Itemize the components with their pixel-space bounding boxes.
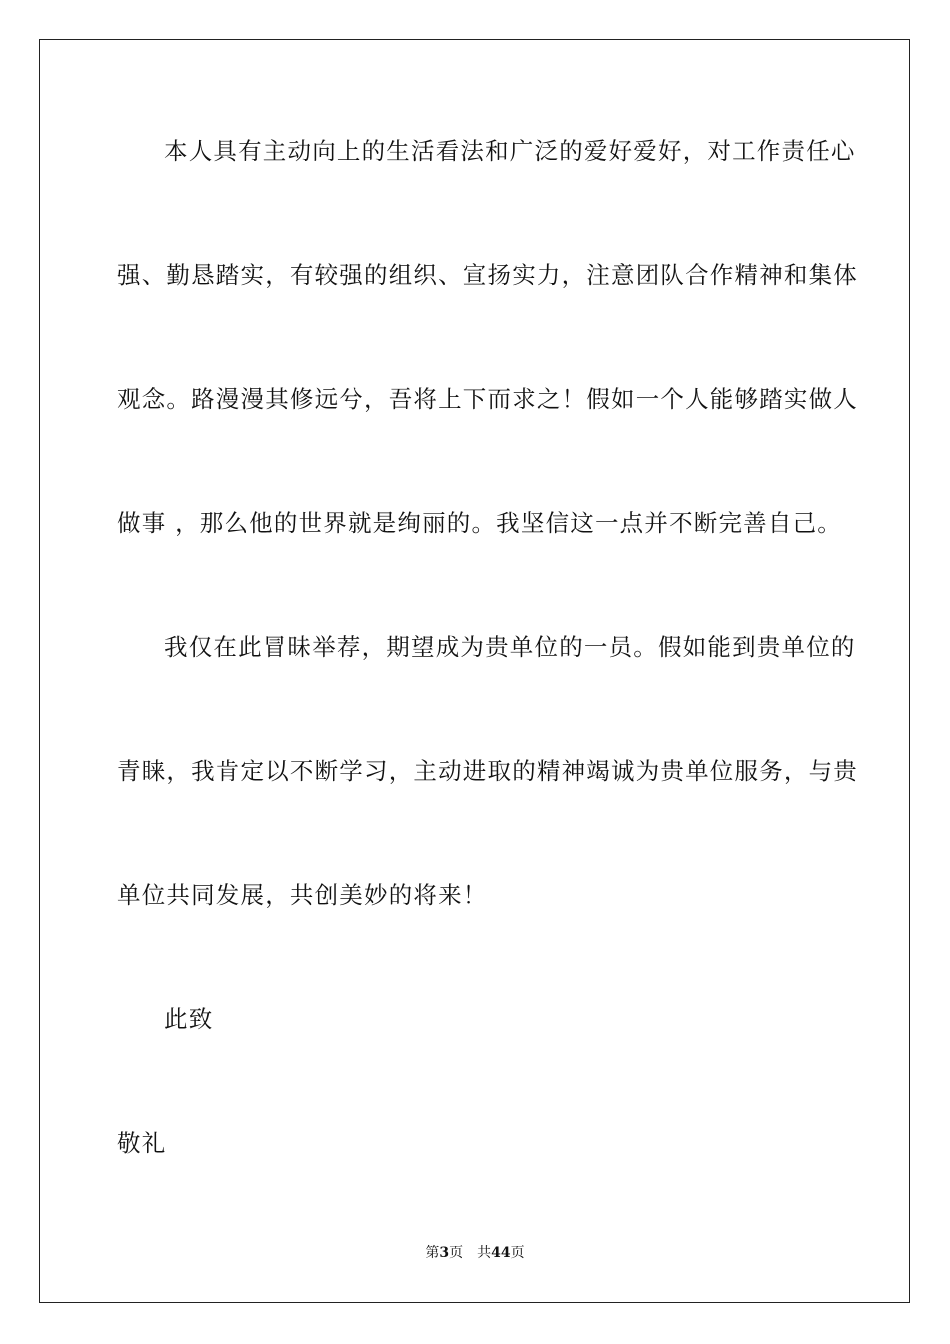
page-footer — [0, 1244, 950, 1262]
total-prefix: 共 — [477, 1245, 492, 1261]
paragraph-line: 做事 ，那么他的世界就是绚丽的。我坚信这一点并不断完善自己。 — [117, 509, 842, 537]
closing-regards: 敬礼 — [117, 1129, 167, 1157]
page-suffix: 页 — [449, 1245, 464, 1261]
total-suffix: 页 — [510, 1245, 525, 1261]
paragraph-line: 本人具有主动向上的生活看法和广泛的爱好爱好，对工作责任心 — [164, 137, 856, 165]
page-border — [39, 39, 910, 1303]
closing-salutation: 此致 — [164, 1005, 214, 1033]
paragraph-line: 强、勤恳踏实，有较强的组织、宣扬实力，注意团队合作精神和集体 — [117, 261, 858, 289]
paragraph-line: 单位共同发展，共创美妙的将来！ — [117, 881, 488, 909]
paragraph-line: 青睐，我肯定以不断学习，主动进取的精神竭诚为贵单位服务，与贵 — [117, 757, 858, 785]
paragraph-line: 观念。路漫漫其修远兮，吾将上下而求之！假如一个人能够踏实做人 — [117, 385, 858, 413]
page-number: 3 — [439, 1245, 450, 1261]
paragraph-line: 我仅在此冒昧举荐，期望成为贵单位的一员。假如能到贵单位的 — [164, 633, 856, 661]
page-prefix: 第 — [425, 1245, 440, 1261]
total-pages: 44 — [491, 1245, 511, 1261]
